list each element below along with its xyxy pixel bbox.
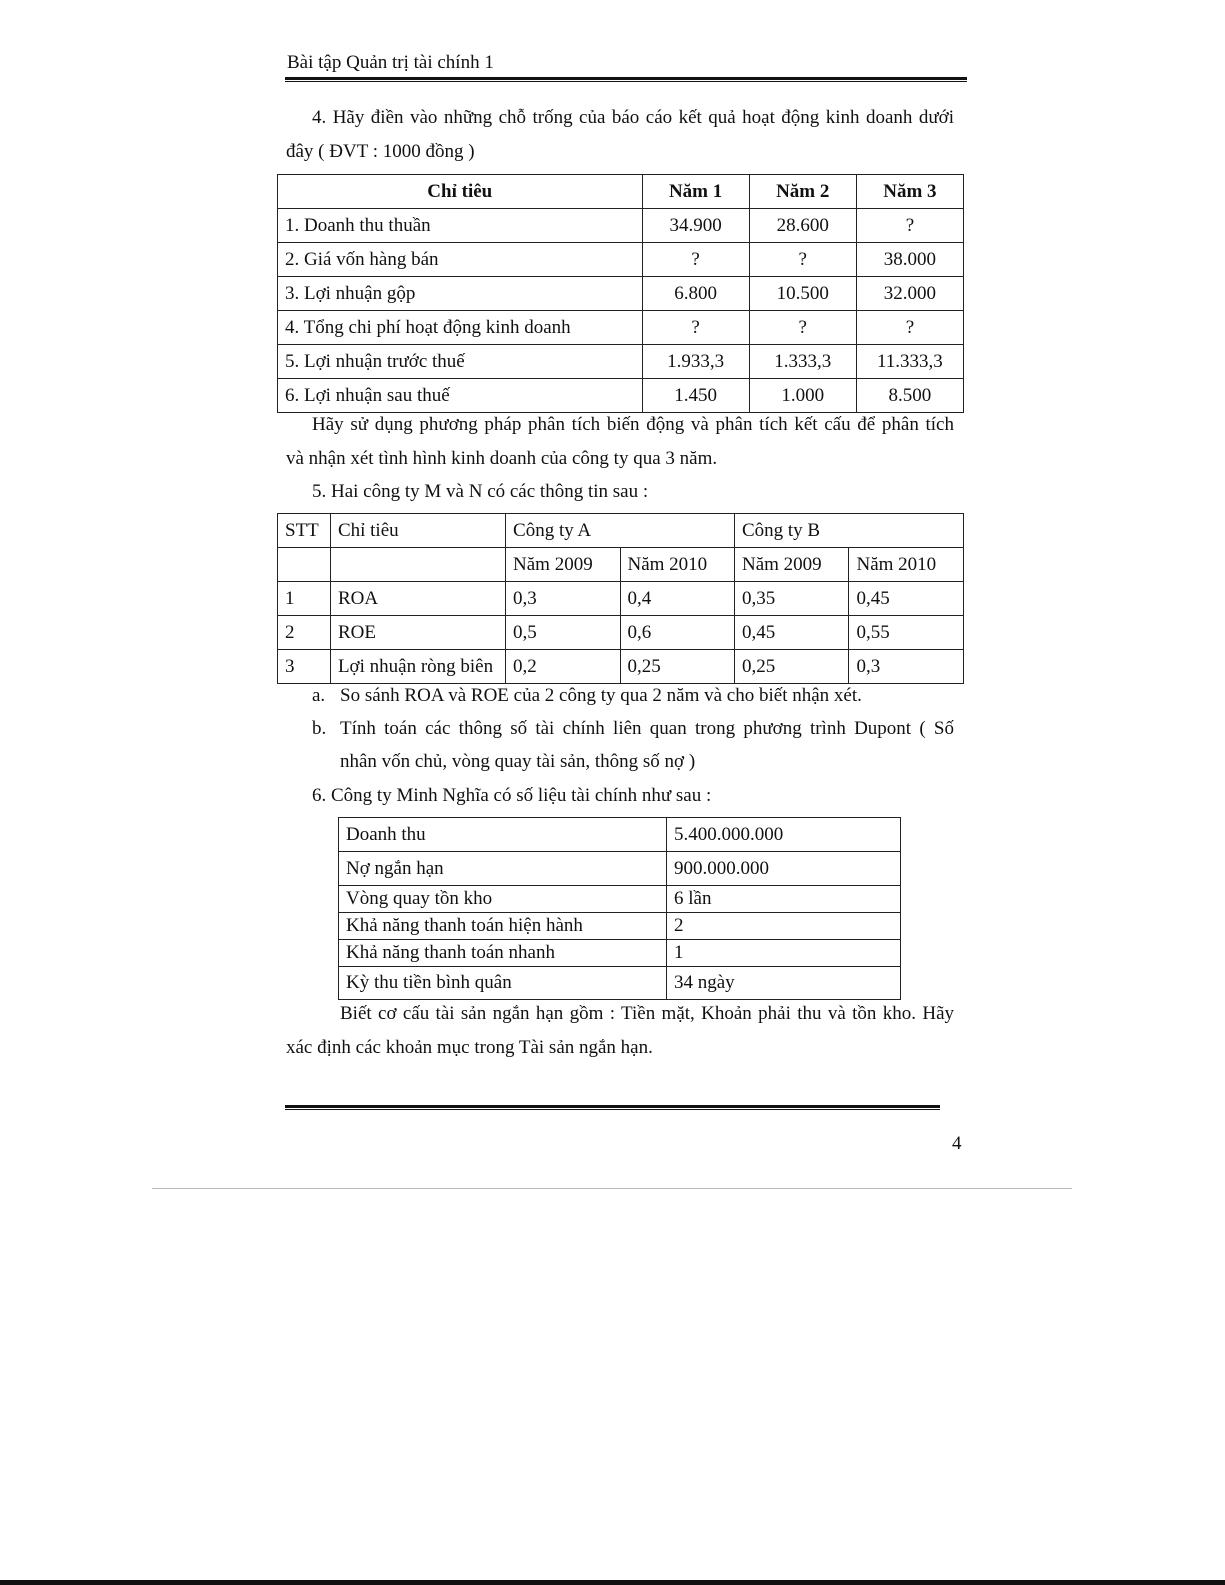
income-statement-table bbox=[277, 174, 964, 413]
value-cell: 0,3 bbox=[849, 650, 964, 684]
table-row bbox=[339, 940, 901, 967]
table-row bbox=[278, 616, 964, 650]
value-cell: 1.333,3 bbox=[749, 345, 856, 379]
table-row bbox=[339, 852, 901, 886]
header-cell: Công ty A bbox=[506, 514, 735, 548]
row-label: ROE bbox=[330, 616, 505, 650]
value-cell: 38.000 bbox=[856, 243, 963, 277]
value-cell: 0,45 bbox=[849, 582, 964, 616]
value-cell: 10.500 bbox=[749, 277, 856, 311]
value-cell: 0,55 bbox=[849, 616, 964, 650]
value-cell: 0,6 bbox=[620, 616, 734, 650]
header-cell: Năm 2009 bbox=[734, 548, 848, 582]
problem5-item-b-label: b. bbox=[312, 718, 327, 739]
value-cell: 0,3 bbox=[506, 582, 620, 616]
footer-rule bbox=[285, 1105, 940, 1110]
table-row bbox=[278, 582, 964, 616]
value-cell: 0,45 bbox=[734, 616, 848, 650]
header-cell: Năm 2010 bbox=[620, 548, 734, 582]
header-cell: Năm 1 bbox=[642, 175, 749, 209]
table-row bbox=[339, 818, 901, 852]
value-cell: ? bbox=[642, 311, 749, 345]
value-cell: 900.000.000 bbox=[667, 852, 901, 886]
value-cell: 0,4 bbox=[620, 582, 734, 616]
value-cell: ? bbox=[749, 243, 856, 277]
problem4-note-line2: và nhận xét tình hình kinh doanh của công ty qua 3 năm. bbox=[286, 448, 718, 469]
header-cell bbox=[278, 548, 331, 582]
value-cell: 0,5 bbox=[506, 616, 620, 650]
value-cell: 1.933,3 bbox=[642, 345, 749, 379]
table-row bbox=[339, 913, 901, 940]
page-number: 4 bbox=[952, 1133, 962, 1154]
value-cell: 8.500 bbox=[856, 379, 963, 413]
table-header-row bbox=[278, 514, 964, 548]
row-label: Lợi nhuận ròng biên bbox=[330, 650, 505, 684]
page-header-title: Bài tập Quản trị tài chính 1 bbox=[287, 52, 494, 73]
next-page-edge bbox=[0, 1580, 1225, 1585]
value-cell: ? bbox=[749, 311, 856, 345]
value-cell: ? bbox=[856, 209, 963, 243]
table-row bbox=[278, 243, 964, 277]
value-cell: 0,25 bbox=[734, 650, 848, 684]
header-cell: Chỉ tiêu bbox=[330, 514, 505, 548]
header-cell: Năm 2 bbox=[749, 175, 856, 209]
row-label: Nợ ngắn hạn bbox=[339, 852, 667, 886]
header-cell: Công ty B bbox=[734, 514, 963, 548]
company-data-table bbox=[338, 817, 901, 1000]
problem6-intro: 6. Công ty Minh Nghĩa có số liệu tài chính như sau : bbox=[312, 785, 712, 806]
row-label: Doanh thu bbox=[339, 818, 667, 852]
header-cell: Năm 3 bbox=[856, 175, 963, 209]
table-row bbox=[278, 311, 964, 345]
problem4-intro-line2: đây ( ĐVT : 1000 đồng ) bbox=[286, 141, 475, 162]
row-label: Khả năng thanh toán nhanh bbox=[339, 940, 667, 967]
row-label: 1. Doanh thu thuần bbox=[278, 209, 643, 243]
value-cell: 28.600 bbox=[749, 209, 856, 243]
problem4-note-line1: Hãy sử dụng phương pháp phân tích biến động và phân tích kết cấu để phân tích bbox=[312, 414, 954, 435]
problem5-intro: 5. Hai công ty M và N có các thông tin sau : bbox=[312, 481, 649, 502]
problem6-note-line1: Biết cơ cấu tài sản ngắn hạn gồm : Tiền mặt, Khoản phải thu và tồn kho. Hãy bbox=[340, 1003, 954, 1024]
header-cell: STT bbox=[278, 514, 331, 548]
value-cell: 1 bbox=[667, 940, 901, 967]
value-cell: ? bbox=[856, 311, 963, 345]
value-cell: 0,2 bbox=[506, 650, 620, 684]
header-cell: Chỉ tiêu bbox=[278, 175, 643, 209]
row-label: Khả năng thanh toán hiện hành bbox=[339, 913, 667, 940]
problem5-item-b-line1: Tính toán các thông số tài chính liên quan trong phương trình Dupont ( Số bbox=[340, 718, 954, 739]
row-label: ROA bbox=[330, 582, 505, 616]
table-header-row bbox=[278, 548, 964, 582]
value-cell: 11.333,3 bbox=[856, 345, 963, 379]
table-row bbox=[278, 277, 964, 311]
stt-cell: 1 bbox=[278, 582, 331, 616]
value-cell: 1.000 bbox=[749, 379, 856, 413]
value-cell: 6.800 bbox=[642, 277, 749, 311]
header-cell bbox=[330, 548, 505, 582]
problem5-item-a: So sánh ROA và ROE của 2 công ty qua 2 năm và cho biết nhận xét. bbox=[340, 685, 862, 706]
problem5-item-b-line2: nhân vốn chủ, vòng quay tài sản, thông số nợ ) bbox=[340, 751, 696, 772]
row-label: 3. Lợi nhuận gộp bbox=[278, 277, 643, 311]
stt-cell: 3 bbox=[278, 650, 331, 684]
value-cell: 34.900 bbox=[642, 209, 749, 243]
financial-ratio-table bbox=[277, 513, 964, 684]
stt-cell: 2 bbox=[278, 616, 331, 650]
header-rule bbox=[285, 77, 967, 82]
table-row bbox=[278, 345, 964, 379]
value-cell: 0,25 bbox=[620, 650, 734, 684]
value-cell: 1.450 bbox=[642, 379, 749, 413]
row-label: 6. Lợi nhuận sau thuế bbox=[278, 379, 643, 413]
row-label: 2. Giá vốn hàng bán bbox=[278, 243, 643, 277]
table-row bbox=[339, 886, 901, 913]
value-cell: 0,35 bbox=[734, 582, 848, 616]
header-cell: Năm 2010 bbox=[849, 548, 964, 582]
table-row bbox=[339, 967, 901, 1000]
header-cell: Năm 2009 bbox=[506, 548, 620, 582]
row-label: Kỳ thu tiền bình quân bbox=[339, 967, 667, 1000]
table-header-row bbox=[278, 175, 964, 209]
problem5-item-a-label: a. bbox=[312, 685, 326, 706]
row-label: Vòng quay tồn kho bbox=[339, 886, 667, 913]
page-separator bbox=[152, 1188, 1072, 1189]
problem6-note-line2: xác định các khoản mục trong Tài sản ngắn hạn. bbox=[286, 1037, 653, 1058]
value-cell: 32.000 bbox=[856, 277, 963, 311]
value-cell: ? bbox=[642, 243, 749, 277]
value-cell: 2 bbox=[667, 913, 901, 940]
row-label: 5. Lợi nhuận trước thuế bbox=[278, 345, 643, 379]
value-cell: 5.400.000.000 bbox=[667, 818, 901, 852]
table-row bbox=[278, 209, 964, 243]
problem4-intro-line1: 4. Hãy điền vào những chỗ trống của báo cáo kết quả hoạt động kinh doanh dưới bbox=[312, 107, 954, 128]
value-cell: 34 ngày bbox=[667, 967, 901, 1000]
value-cell: 6 lần bbox=[667, 886, 901, 913]
row-label: 4. Tổng chi phí hoạt động kinh doanh bbox=[278, 311, 643, 345]
